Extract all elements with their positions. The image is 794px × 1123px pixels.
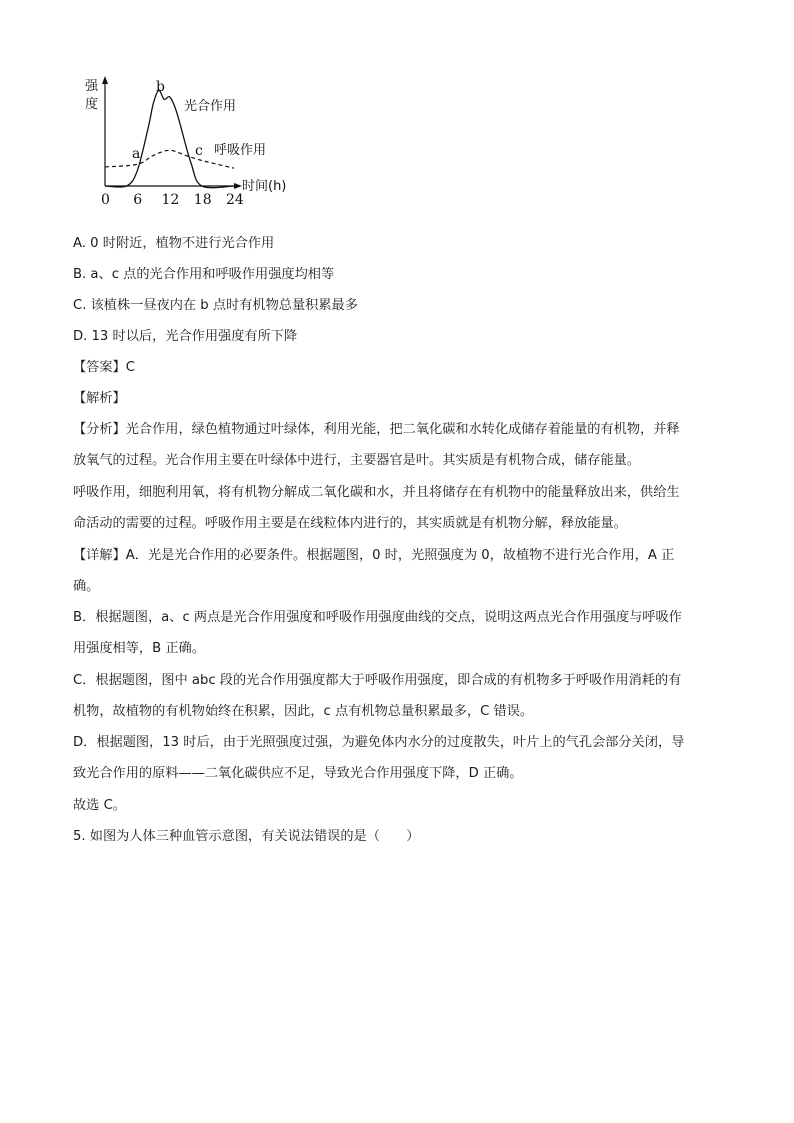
analysis-p1-line2: 放氧气的过程。光合作用主要在叶绿体中进行，主要器官是叶。其实质是有机物合成，储存能量。	[73, 453, 641, 468]
x-tick-label: 18	[193, 192, 212, 208]
legend-respiration: 呼吸作用	[214, 143, 267, 158]
analysis-heading: 【解析】	[73, 391, 126, 406]
answer-line: 【答案】C	[73, 360, 135, 375]
x-axis-label: 时间(h)	[242, 179, 287, 194]
point-label-b: b	[156, 79, 165, 95]
y-axis-arrow	[102, 76, 108, 84]
legend-photosynthesis: 光合作用	[184, 99, 237, 114]
option-b: B. a、c 点的光合作用和呼吸作用强度均相等	[73, 267, 335, 282]
detail-b-line2: 用强度相等，B 正确。	[73, 641, 205, 656]
point-label-a: a	[132, 146, 141, 162]
detail-b-line1: B．根据题图，a、c 两点是光合作用强度和呼吸作用强度曲线的交点，说明这两点光合作用强度与呼吸作	[73, 610, 682, 625]
x-tick-label: 12	[161, 192, 180, 208]
y-label-top: 强	[85, 79, 99, 94]
option-a: A. 0 时附近，植物不进行光合作用	[73, 236, 275, 251]
x-tick-label: 24	[226, 192, 244, 208]
detail-a-line2: 确。	[73, 579, 100, 594]
y-label-bottom: 度	[85, 97, 99, 112]
detail-c-line2: 机物，故植物的有机物始终在积累，因此，c 点有机物总量积累最多，C 错误。	[73, 704, 534, 719]
analysis-p1-line1: 【分析】光合作用，绿色植物通过叶绿体，利用光能，把二氧化碳和水转化成储存着能量的有机物，并释	[73, 422, 680, 437]
point-label-c: c	[195, 143, 203, 159]
detail-a-line1: 【详解】A．光是光合作用的必要条件。根据题图，0 时，光照强度为 0，故植物不进行光合作用，A 正	[73, 548, 675, 563]
x-tick-labels	[101, 192, 244, 208]
photosynthesis-respiration-chart	[82, 74, 312, 210]
x-tick-label: 0	[101, 192, 110, 208]
next-question: 5. 如图为人体三种血管示意图，有关说法错误的是（ ）	[73, 829, 420, 844]
conclusion-line: 故选 C。	[73, 798, 126, 813]
analysis-p2-line1: 呼吸作用，细胞利用氧，将有机物分解成二氧化碳和水，并且将储存在有机物中的能量释放出来，供给生	[73, 485, 680, 500]
detail-d-line1: D．根据题图，13 时后，由于光照强度过强，为避免体内水分的过度散失，叶片上的气孔会部分关闭，导	[73, 735, 685, 750]
option-d: D. 13 时以后，光合作用强度有所下降	[73, 329, 298, 344]
analysis-p2-line2: 命活动的需要的过程。呼吸作用主要是在线粒体内进行的，其实质就是有机物分解，释放能量。	[73, 516, 627, 531]
detail-c-line1: C．根据题图，图中 abc 段的光合作用强度都大于呼吸作用强度，即合成的有机物多于呼吸作用消耗的有	[73, 673, 682, 688]
detail-d-line2: 致光合作用的原料——二氧化碳供应不足，导致光合作用强度下降，D 正确。	[73, 766, 523, 781]
x-axis-arrow	[234, 183, 242, 189]
x-tick-label: 6	[133, 192, 143, 208]
option-c: C. 该植株一昼夜内在 b 点时有机物总量积累最多	[73, 298, 358, 313]
